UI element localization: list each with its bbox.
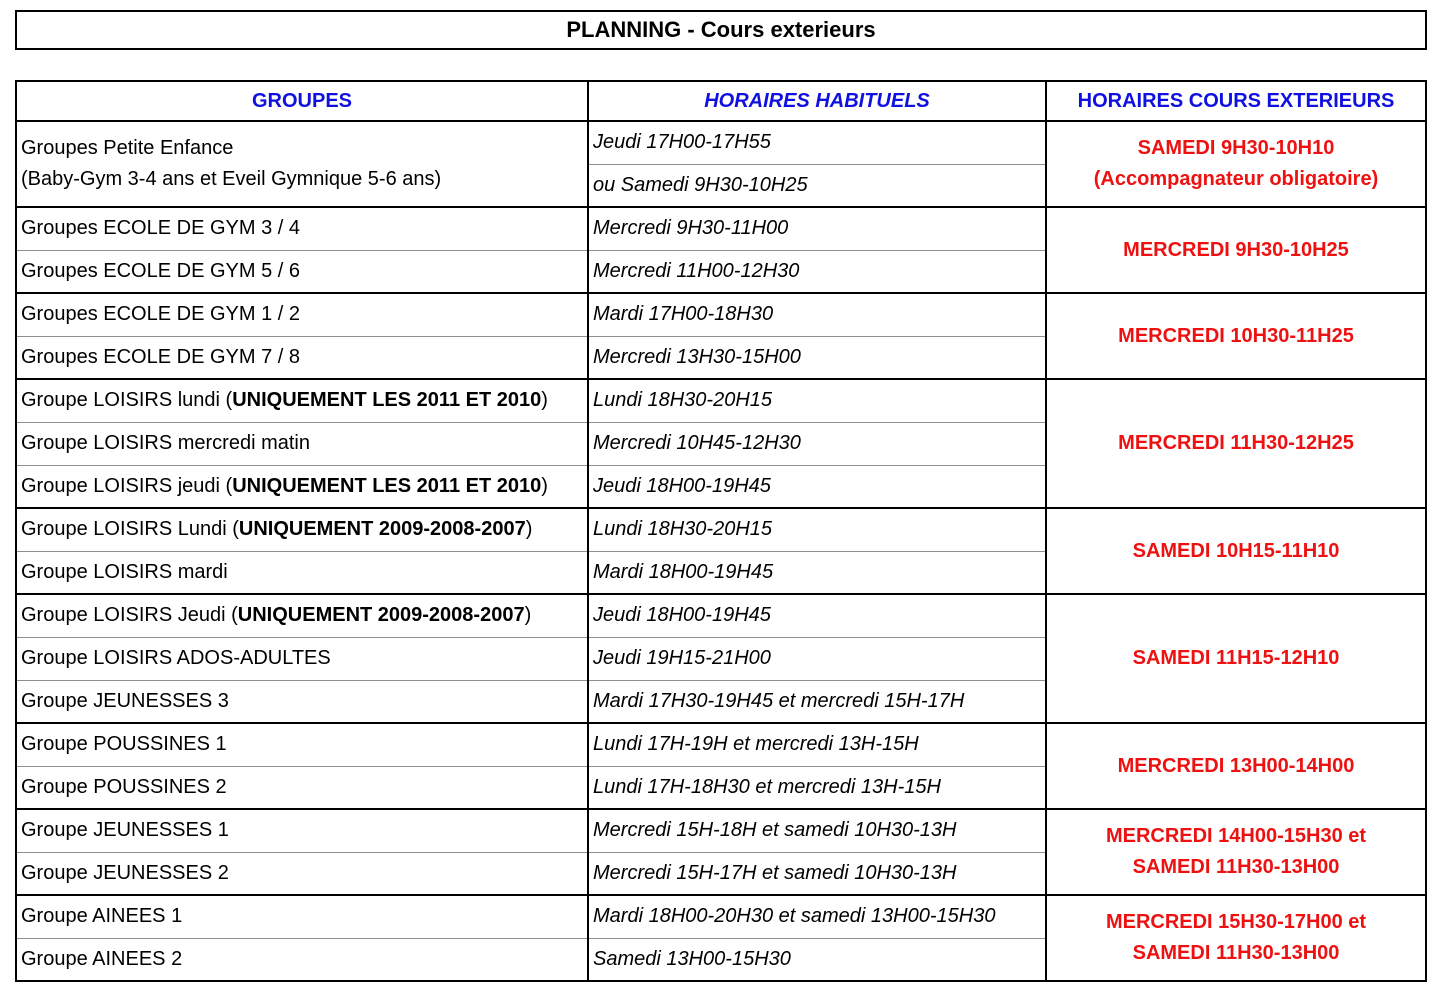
group-cell: Groupe AINEES 1 — [16, 895, 588, 938]
table-row — [16, 379, 1426, 422]
exterior-schedule-line: SAMEDI 11H30-13H00 — [1132, 942, 1340, 964]
schedule-cell: Samedi 13H00-15H30 — [588, 938, 1046, 981]
table-row — [16, 293, 1426, 336]
table-row — [16, 895, 1426, 938]
header-horaires-habituels: HORAIRES HABITUELS — [588, 81, 1046, 121]
schedule-cell: Mercredi 13H30-15H00 — [588, 336, 1046, 379]
group-name-bold: UNIQUEMENT LES 2011 ET 2010 — [232, 474, 542, 497]
planning-table — [15, 80, 1427, 982]
exterior-schedule-cell — [1046, 207, 1426, 293]
schedule-cell: Mardi 18H00-20H30 et samedi 13H00-15H30 — [588, 895, 1046, 938]
exterior-schedule-line: MERCREDI 14H00-15H30 et — [1105, 825, 1367, 847]
group-cell: Groupe POUSSINES 2 — [16, 766, 588, 809]
exterior-schedule-line: SAMEDI 10H15-11H10 — [1132, 539, 1340, 562]
group-name-end: ) — [541, 474, 548, 497]
group-cell: Groupe JEUNESSES 2 — [16, 852, 588, 895]
exterior-schedule-cell — [1046, 594, 1426, 723]
exterior-schedule-line: MERCREDI 13H00-14H00 — [1117, 754, 1355, 777]
exterior-schedule-cell — [1046, 723, 1426, 809]
group-name-bold: UNIQUEMENT LES 2011 ET 2010 — [232, 389, 542, 412]
group-cell: Groupe LOISIRS mardi — [16, 551, 588, 594]
group-cell: Groupe JEUNESSES 1 — [16, 809, 588, 852]
group-name-bold: UNIQUEMENT 2009-2008-2007 — [238, 518, 526, 541]
table-row — [16, 121, 1426, 164]
exterior-schedule-note: (Accompagnateur obligatoire) — [1093, 168, 1379, 190]
group-cell: Groupe LOISIRS ADOS-ADULTES — [16, 637, 588, 680]
schedule-cell: Jeudi 19H15-21H00 — [588, 637, 1046, 680]
exterior-schedule-line: SAMEDI 11H15-12H10 — [1132, 647, 1340, 669]
table-row — [16, 508, 1426, 551]
header-horaires-exterieurs: HORAIRES COURS EXTERIEURS — [1046, 81, 1426, 121]
group-name: Groupe LOISIRS jeudi ( — [21, 474, 233, 497]
schedule-cell: Mercredi 9H30-11H00 — [588, 207, 1046, 250]
page-title-text: PLANNING - Cours exterieurs — [566, 17, 876, 42]
schedule-cell: Jeudi 18H00-19H45 — [588, 465, 1046, 508]
exterior-schedule-line: MERCREDI 11H30-12H25 — [1118, 432, 1354, 454]
schedule-cell: Mardi 17H30-19H45 et mercredi 15H-17H — [588, 680, 1046, 723]
group-cell — [16, 379, 588, 422]
group-name-bold: UNIQUEMENT 2009-2008-2007 — [237, 604, 525, 627]
exterior-schedule-cell — [1046, 379, 1426, 508]
page-title — [15, 10, 1427, 50]
table-row — [16, 809, 1426, 852]
schedule-cell: Lundi 18H30-20H15 — [588, 508, 1046, 551]
group-cell: Groupe JEUNESSES 3 — [16, 680, 588, 723]
exterior-schedule-cell — [1046, 508, 1426, 594]
exterior-schedule-line: MERCREDI 9H30-10H25 — [1123, 238, 1349, 261]
schedule-cell: ou Samedi 9H30-10H25 — [588, 164, 1046, 207]
group-cell — [16, 465, 588, 508]
exterior-schedule-cell — [1046, 293, 1426, 379]
exterior-schedule-cell — [1046, 121, 1426, 207]
table-row — [16, 723, 1426, 766]
group-name-end: ) — [524, 604, 532, 627]
exterior-schedule-line: SAMEDI 9H30-10H10 — [1137, 137, 1335, 159]
exterior-schedule-line: SAMEDI 11H30-13H00 — [1132, 856, 1340, 878]
table-row — [16, 594, 1426, 637]
group-cell: Groupe LOISIRS mercredi matin — [16, 422, 588, 465]
exterior-schedule-cell — [1046, 809, 1426, 895]
header-groupes: GROUPES — [16, 81, 588, 121]
group-cell — [16, 594, 588, 637]
group-cell: Groupe POUSSINES 1 — [16, 723, 588, 766]
group-cell: Groupe AINEES 2 — [16, 938, 588, 981]
group-cell: Groupes ECOLE DE GYM 7 / 8 — [16, 336, 588, 379]
group-name-end: ) — [525, 518, 533, 541]
group-name: Groupe LOISIRS Lundi ( — [21, 518, 239, 541]
schedule-cell: Mardi 18H00-19H45 — [588, 551, 1046, 594]
schedule-cell: Lundi 17H-18H30 et mercredi 13H-15H — [588, 766, 1046, 809]
group-name-end: ) — [541, 389, 548, 412]
group-cell: Groupes ECOLE DE GYM 5 / 6 — [16, 250, 588, 293]
schedule-cell: Mardi 17H00-18H30 — [588, 293, 1046, 336]
exterior-schedule-line: MERCREDI 15H30-17H00 et — [1105, 911, 1367, 933]
group-name: Groupe LOISIRS lundi ( — [21, 389, 233, 412]
schedule-cell: Lundi 17H-19H et mercredi 13H-15H — [588, 723, 1046, 766]
exterior-schedule-cell — [1046, 895, 1426, 981]
schedule-cell: Mercredi 15H-18H et samedi 10H30-13H — [588, 809, 1046, 852]
header-row — [16, 81, 1426, 121]
group-cell — [16, 508, 588, 551]
schedule-cell: Jeudi 17H00-17H55 — [588, 121, 1046, 164]
group-cell: Groupes ECOLE DE GYM 1 / 2 — [16, 293, 588, 336]
group-name: Groupes Petite Enfance — [21, 137, 234, 159]
exterior-schedule-line: MERCREDI 10H30-11H25 — [1118, 324, 1354, 347]
schedule-cell: Lundi 18H30-20H15 — [588, 379, 1046, 422]
group-name-detail: (Baby-Gym 3-4 ans et Eveil Gymnique 5-6 ans) — [21, 168, 442, 190]
schedule-cell: Mercredi 10H45-12H30 — [588, 422, 1046, 465]
group-name: Groupe LOISIRS Jeudi ( — [21, 604, 238, 627]
table-row — [16, 207, 1426, 250]
schedule-cell: Jeudi 18H00-19H45 — [588, 594, 1046, 637]
schedule-cell: Mercredi 15H-17H et samedi 10H30-13H — [588, 852, 1046, 895]
group-cell: Groupes ECOLE DE GYM 3 / 4 — [16, 207, 588, 250]
schedule-cell: Mercredi 11H00-12H30 — [588, 250, 1046, 293]
group-cell — [16, 121, 588, 207]
